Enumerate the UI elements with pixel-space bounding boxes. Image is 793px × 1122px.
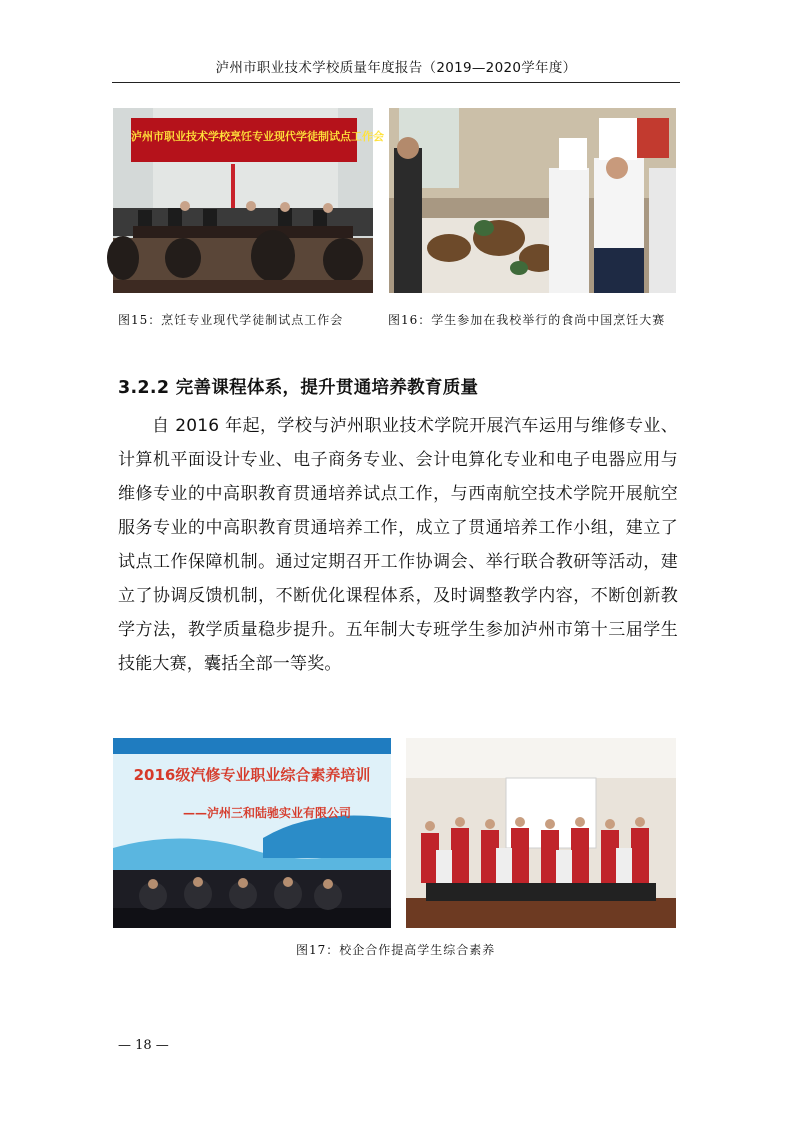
figure-17-slide-title: 2016级汽修专业职业综合素养培训 [133,766,371,784]
figure-17-photo-left [113,738,391,928]
figure-16-photo [389,108,676,293]
body-paragraph: 自 2016 年起，学校与泸州职业技术学院开展汽车运用与维修专业、计算机平面设计专业、电子商务专业、会计电算化专业和电子电器应用与维修专业的中高职教育贯通培养试点工作，与西南航空技术学院开展航空服务专业的中高职教育贯通培养工作，成立了贯通培养工作小组，建立了试点工作保障机制。通过定期召开工作协调会、举行联合教研等活动，建立了协调反馈机制，不断优化课程体系，及时调整教学内容，不断创新教学方法，教学质量稳步提升。五年制大专班学生参加泸州市第十三届学生技能大赛，囊括全部一等奖。 [118,416,678,674]
header-divider [112,82,680,83]
page-number: — 18 — [118,1038,169,1053]
figure-15-caption: 图15：烹饪专业现代学徒制试点工作会 [118,313,344,327]
figure-15-banner-text: 泸州市职业技术学校烹饪专业现代学徒制试点工作会 [131,130,384,143]
figure-15-photo [113,108,384,293]
figure-16-caption: 图16：学生参加在我校举行的食尚中国烹饪大赛 [388,313,666,327]
figure-17-slide-subtitle: ——泸州三和陆驰实业有限公司 [183,806,352,820]
section-heading: 3.2.2 完善课程体系，提升贯通培养教育质量 [118,378,479,398]
report-title: 泸州市职业技术学校质量年度报告（2019—2020学年度） [215,60,577,76]
figure-17-photo-right [406,738,676,928]
figure-17-caption: 图17：校企合作提高学生综合素养 [296,943,496,957]
